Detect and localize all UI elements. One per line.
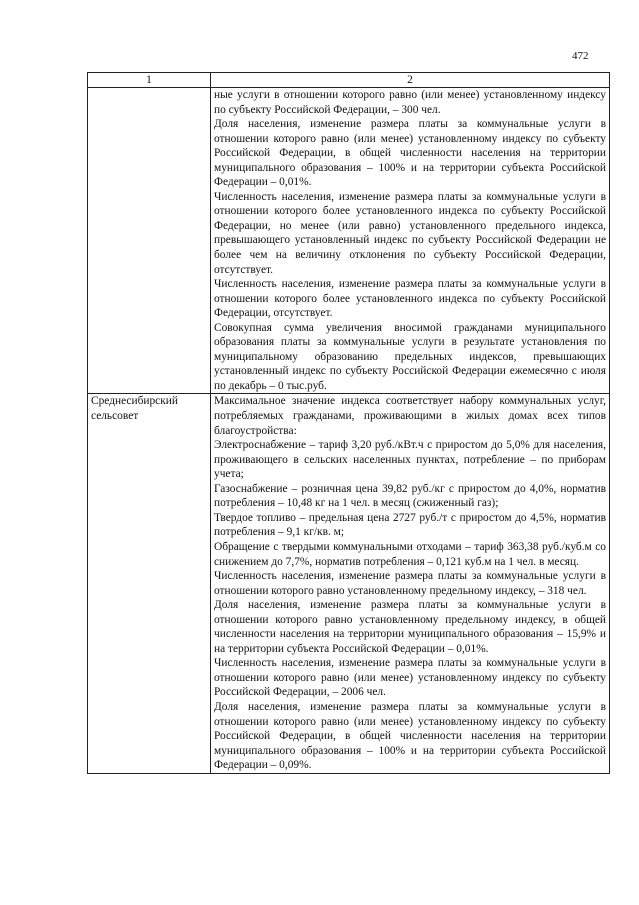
table-header-row [88,73,610,88]
description-cell [211,394,610,773]
table-row [88,88,610,394]
paragraph: Твердое топливо – предельная цена 2727 руб./т с приростом до 4,5%, норматив потребления – 9,1 кг/кв. м; [214,511,606,539]
page-number: 472 [572,50,589,62]
paragraph: Численность населения, изменение размера платы за коммунальные услуги в отношении которого равно (или менее) установленному индексу по субъекту Российской Федерации, – 2006 чел. [214,657,606,699]
paragraph: Обращение с твердыми коммунальными отходами – тариф 363,38 руб./куб.м со снижением до 7,7%, норматив потребления – 0,121 куб.м на 1 чел. в месяц. [214,540,606,568]
region-cell [88,394,211,773]
paragraph: Численность населения, изменение размера платы за коммунальные услуги в отношении которого более установленного индекса по субъекту Российской Федерации, отсутствует. [214,278,606,320]
paragraph: Газоснабжение – розничная цена 39,82 руб./кг с приростом до 4,0%, норматив потребления – 10,48 кг на 1 чел. в месяц (сжиженный газ); [214,482,606,510]
table-row [88,394,610,773]
column-header-2: 2 [211,73,610,88]
paragraph: Совокупная сумма увеличения вносимой гражданами муниципального образования платы за коммунальные услуги в результате установления по муниципальному образованию предельных индексов, превышающих установленный индекс по субъекту Российской Федерации ежемесячно с июля по декабрь – 0 тыс.руб. [214,321,606,392]
paragraph: Доля населения, изменение размера платы за коммунальные услуги в отношении которого равно (или менее) установленному индексу по субъекту Российской Федерации, в общей численности населения на территории муниципального образования – 100% и на территории субъекта Российской Федерации – 0,09%. [214,700,606,772]
paragraph: Электроснабжение – тариф 3,20 руб./кВт.ч с приростом до 5,0% для населения, проживающего в сельских населенных пунктах, потребление – по приборам учета; [214,439,606,481]
region-cell [88,88,211,394]
paragraph: Доля населения, изменение размера платы за коммунальные услуги в отношении которого равно установленному предельному индексу, в общей численности населения на территории муниципального образования – 15,9% и на территории субъекта Российской Федерации – 0,01%. [214,599,606,655]
paragraph: ные услуги в отношении которого равно (или менее) установленному индексу по субъекту Российской Федерации, – 300 чел. [214,89,606,116]
paragraph: Численность населения, изменение размера платы за коммунальные услуги в отношении которого равно установленному предельному индексу, – 318 чел. [214,570,606,597]
document-table [87,72,610,774]
paragraph: Максимальное значение индекса соответствует набору коммунальных услуг, потребляемых гражданами, проживающими в жилых домах всех типов благоустройства: [214,395,606,437]
region-name: Среднесибирский сельсовет [91,395,178,423]
paragraph: Численность населения, изменение размера платы за коммунальные услуги в отношении которого более установленного индекса по субъекту Российской Федерации, но менее (или равно) установленного предельного индекса, превышающего установленный индекс по субъекту Российской Федерации не более чем на величину отклонения по субъекту Российской Федерации, отсутствует. [214,190,606,276]
description-cell [211,88,610,394]
paragraph: Доля населения, изменение размера платы за коммунальные услуги в отношении которого равно (или менее) установленному индексу по субъекту Российской Федерации, в общей численности населения на территории муниципального образования – 100% и на территории субъекта Российской Федерации – 0,01%. [214,118,606,189]
column-header-1: 1 [88,73,211,88]
